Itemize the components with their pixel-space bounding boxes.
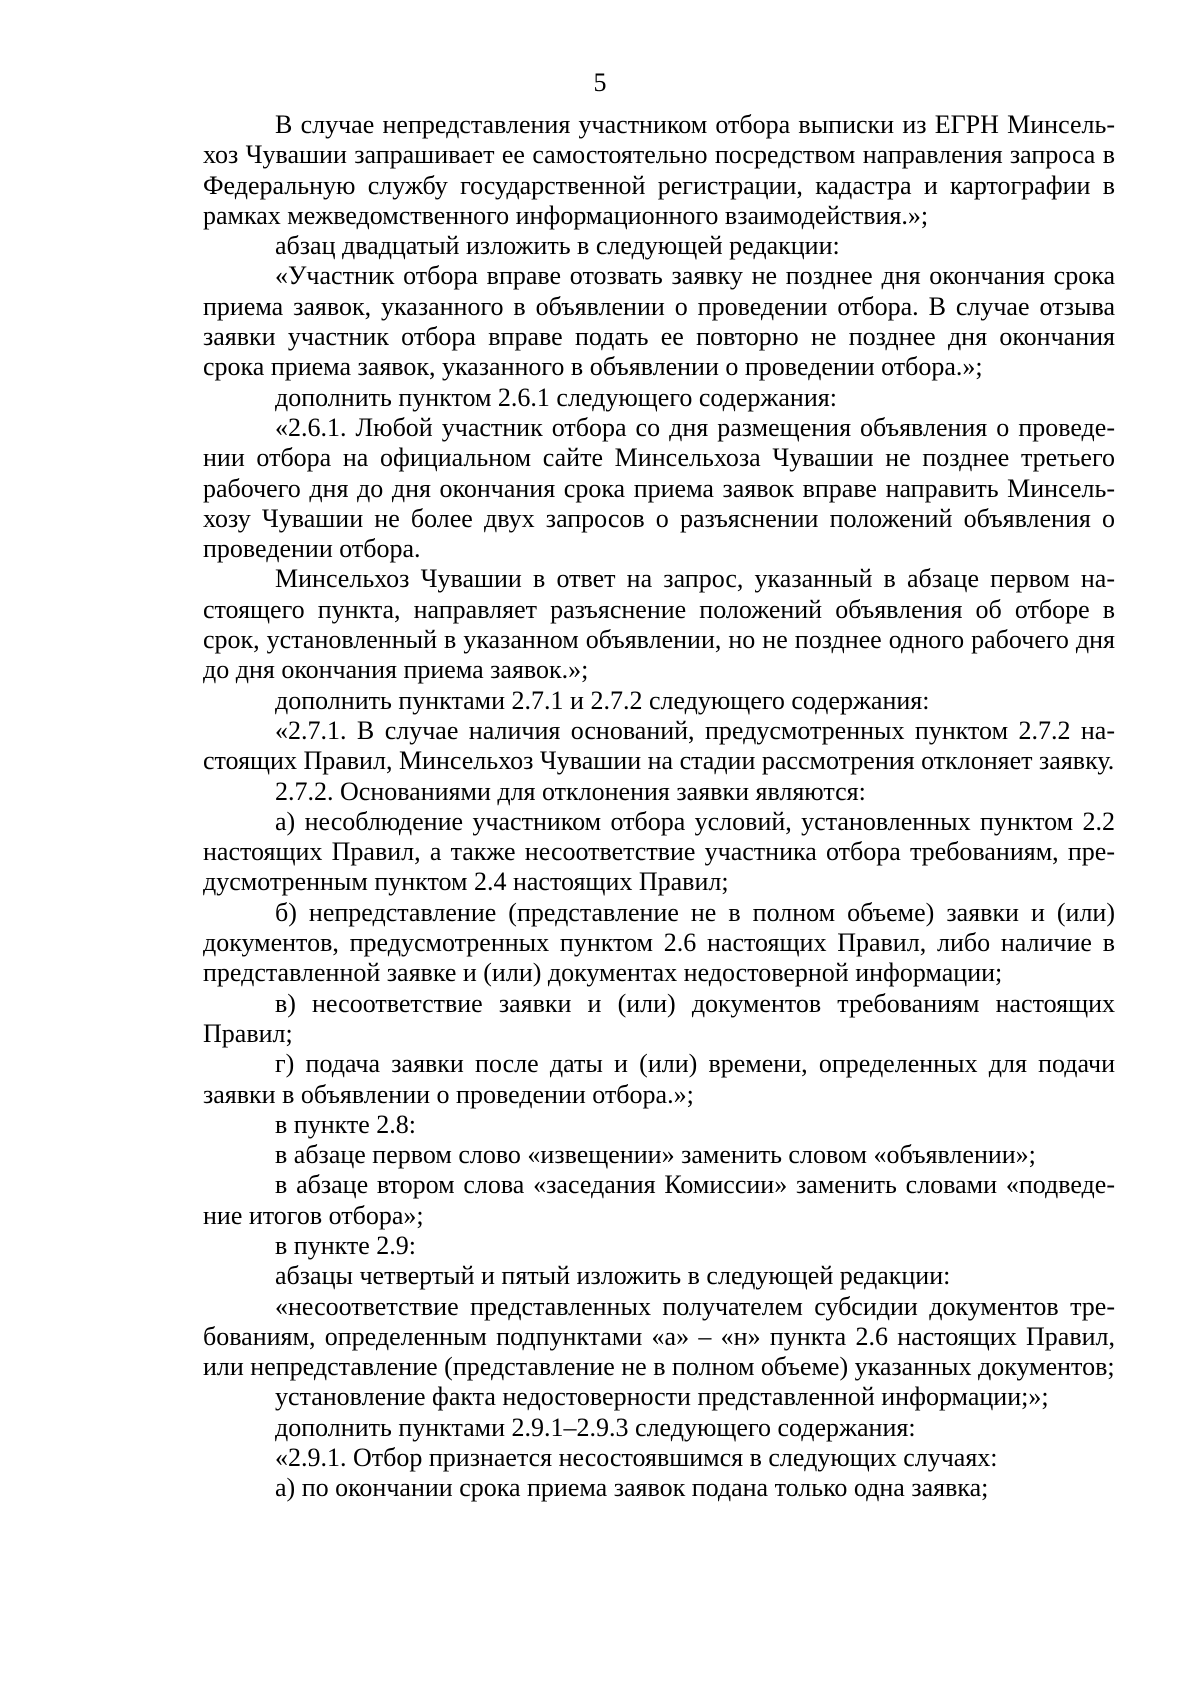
page-number: 5 — [593, 68, 607, 97]
paragraph: «несоответствие представленных получателем субсидии документов требованиям, определенным подпунктами «а» – «н» пункта 2.6 настоящих Правил, или непредставление (представление не в полном объеме) указанных документов; — [203, 1291, 1115, 1382]
paragraph: В случае непредставления участником отбора выписки из ЕГРН Минсельхоз Чувашии запрашивает ее самостоятельно посредством направления запроса в Федеральную службу государственной регистрации, кадастра и картографии в рамках межведомственного информационного взаимодействия.»; — [203, 110, 1115, 230]
paragraph: дополнить пунктами 2.9.1–2.9.3 следующего содержания: — [275, 1412, 916, 1442]
paragraph: Минсельхоз Чувашии в ответ на запрос, указанный в абзаце первом настоящего пункта, направляет разъяснение положений объявления об отборе в срок, установленный в указанном объявлении, но не позднее одного рабочего дня до дня окончания приема заявок.»; — [203, 564, 1115, 685]
paragraph: а) несоблюдение участником отбора условий, установленных пунктом 2.2 настоящих Правил, а также несоответствие участника отбора требованиям, предусмотренным пунктом 2.4 настоящих Правил; — [203, 806, 1115, 897]
paragraph: в пункте 2.8: — [275, 1109, 417, 1139]
paragraph: «Участник отбора вправе отозвать заявку не позднее дня окончания срока приема заявок, указанного в объявлении о проведении отбора. В случае отзыва заявки участник отбора вправе подать ее повторно не позднее дня окончания срока приема заявок, указанного в объявлении о проведении отбора.»; — [203, 261, 1115, 382]
paragraph: абзацы четвертый и пятый изложить в следующей редакции: — [275, 1261, 951, 1291]
paragraph: а) по окончании срока приема заявок подана только одна заявка; — [275, 1473, 989, 1503]
paragraph: «2.6.1. Любой участник отбора со дня размещения объявления о проведении отбора на официальном сайте Минсельхоза Чувашии не позднее третьего рабочего дня до дня окончания срока приема заявок вправе направить Минсельхозу Чувашии не более двух запросов о разъяснении положений объявления о проведении отбора. — [203, 412, 1115, 564]
paragraph: в пункте 2.9: — [275, 1230, 417, 1260]
paragraph: в абзаце первом слово «извещении» заменить словом «объявлении»; — [275, 1140, 1036, 1170]
paragraph: «2.9.1. Отбор признается несостоявшимся в следующих случаях: — [275, 1443, 998, 1473]
paragraph: б) непредставление (представление не в полном объеме) заявки и (или) документов, предусмотренных пунктом 2.6 настоящих Правил, либо наличие в представленной заявке и (или) документах недостоверной информации; — [203, 897, 1115, 988]
paragraph: установление факта недостоверности представленной информации;»; — [275, 1382, 1049, 1412]
paragraph: «2.7.1. В случае наличия оснований, предусмотренных пунктом 2.7.2 настоящих Правил, Минсельхоз Чувашии на стадии рассмотрения отклоняет заявку. — [203, 715, 1115, 776]
paragraph: 2.7.2. Основаниями для отклонения заявки являются: — [275, 776, 866, 806]
paragraph: дополнить пунктами 2.7.1 и 2.7.2 следующего содержания: — [275, 685, 930, 715]
paragraph: г) подача заявки после даты и (или) времени, определенных для подачи заявки в объявлении о проведении отбора.»; — [203, 1049, 1115, 1109]
paragraph: абзац двадцатый изложить в следующей редакции: — [275, 231, 840, 261]
paragraph: в) несоответствие заявки и (или) документов требованиям настоящих Правил; — [203, 988, 1115, 1048]
paragraph: дополнить пунктом 2.6.1 следующего содержания: — [275, 382, 837, 412]
paragraph: в абзаце втором слова «заседания Комиссии» заменить словами «подведение итогов отбора»; — [203, 1170, 1115, 1230]
document-body — [203, 110, 1115, 1504]
